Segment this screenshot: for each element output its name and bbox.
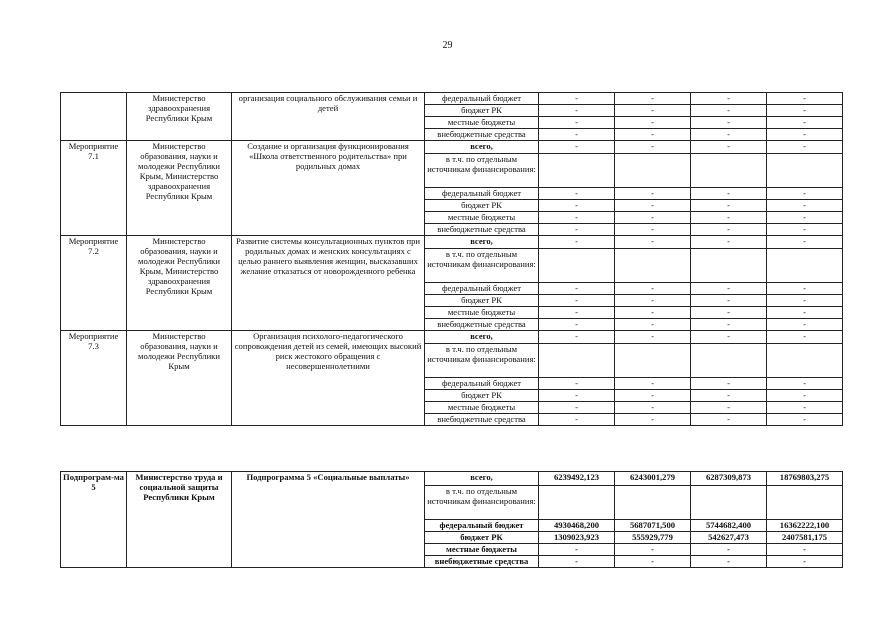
funding-breakdown-label: в т.ч. по отдельным источникам финансирования:	[425, 344, 539, 378]
amount-cell: -	[691, 414, 767, 426]
amount-cell: -	[767, 390, 843, 402]
amount-cell: 6287309,873	[691, 472, 767, 486]
amount-cell: -	[539, 188, 615, 200]
amount-cell: -	[539, 556, 615, 568]
amount-cell: -	[615, 402, 691, 414]
empty-cell	[767, 486, 843, 520]
amount-cell: -	[691, 283, 767, 295]
executor: Министерство образования, науки и молодежи Республики Крым, Министерство здравоохранения Республики Крым	[127, 236, 232, 331]
amount-cell: -	[615, 93, 691, 105]
amount-cell: 1309023,923	[539, 532, 615, 544]
amount-cell: -	[691, 556, 767, 568]
amount-cell: -	[539, 236, 615, 249]
empty-cell	[767, 344, 843, 378]
amount-cell: -	[767, 402, 843, 414]
amount-cell: -	[615, 295, 691, 307]
amount-cell: -	[615, 378, 691, 390]
amount-cell: -	[539, 200, 615, 212]
empty-cell	[767, 249, 843, 283]
funding-breakdown-label: в т.ч. по отдельным источникам финансирования:	[425, 154, 539, 188]
amount-cell: -	[767, 544, 843, 556]
funding-source: бюджет РК	[425, 295, 539, 307]
amount-cell: -	[767, 93, 843, 105]
amount-cell: -	[691, 105, 767, 117]
amount-cell: -	[615, 212, 691, 224]
funding-source: бюджет РК	[425, 390, 539, 402]
amount-cell: 5744682,400	[691, 520, 767, 532]
amount-cell: 555929,779	[615, 532, 691, 544]
amount-cell: -	[615, 129, 691, 141]
empty-cell	[767, 154, 843, 188]
table-row	[61, 331, 843, 344]
amount-cell: -	[691, 402, 767, 414]
page-number: 29	[442, 40, 453, 51]
amount-cell: -	[539, 212, 615, 224]
amount-cell: -	[615, 331, 691, 344]
amount-cell: -	[539, 283, 615, 295]
empty-cell	[615, 154, 691, 188]
funding-source: местные бюджеты	[425, 544, 539, 556]
amount-cell: -	[767, 414, 843, 426]
funding-source: бюджет РК	[425, 200, 539, 212]
amount-cell: -	[767, 105, 843, 117]
amount-cell: -	[691, 141, 767, 154]
amount-cell: -	[615, 224, 691, 236]
funding-source: местные бюджеты	[425, 402, 539, 414]
empty-cell	[539, 486, 615, 520]
funding-source: местные бюджеты	[425, 212, 539, 224]
funding-source: внебюджетные средства	[425, 224, 539, 236]
amount-cell: -	[615, 414, 691, 426]
amount-cell: -	[615, 544, 691, 556]
executor: Министерство образования, науки и молодежи Республики Крым	[127, 331, 232, 426]
amount-cell: -	[539, 93, 615, 105]
amount-cell: -	[615, 390, 691, 402]
amount-cell: 2407581,175	[767, 532, 843, 544]
amount-cell: -	[615, 556, 691, 568]
amount-cell: -	[767, 378, 843, 390]
amount-cell: -	[691, 295, 767, 307]
amount-cell: -	[767, 556, 843, 568]
amount-cell: 6243001,279	[615, 472, 691, 486]
funding-source: бюджет РК	[425, 532, 539, 544]
amount-cell: -	[615, 105, 691, 117]
empty-cell	[615, 344, 691, 378]
amount-cell: -	[539, 295, 615, 307]
amount-cell: -	[691, 378, 767, 390]
empty-cell	[539, 344, 615, 378]
amount-cell: -	[539, 402, 615, 414]
subprogram-code: Подпрограм-ма 5	[61, 472, 127, 568]
measures-table	[60, 92, 843, 426]
empty-cell	[615, 486, 691, 520]
measure-description: организация социального обслуживания семьи и детей	[232, 93, 425, 141]
amount-cell: -	[767, 236, 843, 249]
amount-cell: -	[539, 544, 615, 556]
empty-cell	[615, 249, 691, 283]
amount-cell: -	[767, 295, 843, 307]
total-label: всего,	[425, 472, 539, 486]
amount-cell: -	[691, 129, 767, 141]
amount-cell: -	[691, 319, 767, 331]
amount-cell: -	[615, 283, 691, 295]
funding-breakdown-label: в т.ч. по отдельным источникам финансирования:	[425, 486, 539, 520]
amount-cell: -	[615, 117, 691, 129]
amount-cell: -	[539, 390, 615, 402]
funding-source: местные бюджеты	[425, 307, 539, 319]
amount-cell: -	[767, 212, 843, 224]
amount-cell: -	[691, 188, 767, 200]
total-label: всего,	[425, 236, 539, 249]
amount-cell: -	[539, 141, 615, 154]
funding-breakdown-label: в т.ч. по отдельным источникам финансирования:	[425, 249, 539, 283]
empty-cell	[691, 154, 767, 188]
funding-source: федеральный бюджет	[425, 93, 539, 105]
amount-cell: -	[691, 236, 767, 249]
measure-code: Мероприятие 7.2	[61, 236, 127, 331]
amount-cell: -	[691, 331, 767, 344]
funding-source: внебюджетные средства	[425, 556, 539, 568]
amount-cell: -	[539, 378, 615, 390]
measure-code	[61, 93, 127, 141]
amount-cell: -	[615, 319, 691, 331]
amount-cell: -	[539, 105, 615, 117]
amount-cell: -	[539, 224, 615, 236]
amount-cell: -	[691, 200, 767, 212]
total-label: всего,	[425, 141, 539, 154]
amount-cell: -	[691, 117, 767, 129]
amount-cell: -	[539, 129, 615, 141]
measure-description: Организация психолого-педагогического сопровождения детей из семей, имеющих высокий риск жестокого обращения с несовершеннолетними	[232, 331, 425, 426]
amount-cell: -	[691, 93, 767, 105]
funding-source: федеральный бюджет	[425, 283, 539, 295]
amount-cell: 5687071,500	[615, 520, 691, 532]
table-row	[61, 93, 843, 105]
amount-cell: 18769803,275	[767, 472, 843, 486]
amount-cell: -	[615, 200, 691, 212]
amount-cell: -	[767, 224, 843, 236]
measure-code: Мероприятие 7.3	[61, 331, 127, 426]
amount-cell: -	[767, 141, 843, 154]
funding-source: федеральный бюджет	[425, 188, 539, 200]
amount-cell: -	[767, 117, 843, 129]
empty-cell	[691, 249, 767, 283]
funding-source: бюджет РК	[425, 105, 539, 117]
total-label: всего,	[425, 331, 539, 344]
amount-cell: -	[691, 544, 767, 556]
measure-description: Создание и организация функционирования «Школа ответственного родительства» при родильных домах	[232, 141, 425, 236]
empty-cell	[539, 154, 615, 188]
amount-cell: -	[767, 319, 843, 331]
amount-cell: -	[615, 236, 691, 249]
funding-source: местные бюджеты	[425, 117, 539, 129]
amount-cell: -	[767, 283, 843, 295]
amount-cell: 542627,473	[691, 532, 767, 544]
subprogram-table	[60, 471, 843, 568]
amount-cell: -	[767, 331, 843, 344]
executor: Министерство труда и социальной защиты Республики Крым	[127, 472, 232, 568]
table-row	[61, 141, 843, 154]
amount-cell: -	[539, 307, 615, 319]
subprogram-description: Подпрограмма 5 «Социальные выплаты»	[232, 472, 425, 568]
table-row	[61, 236, 843, 249]
amount-cell: -	[615, 141, 691, 154]
amount-cell: -	[767, 129, 843, 141]
amount-cell: -	[539, 414, 615, 426]
empty-cell	[691, 344, 767, 378]
measure-description: Развитие системы консультационных пунктов при родильных домах и женских консультациях с целью раннего выявления женщин, высказавших желание отказаться от новорожденного ребенка	[232, 236, 425, 331]
amount-cell: -	[691, 212, 767, 224]
empty-cell	[539, 249, 615, 283]
amount-cell: -	[691, 224, 767, 236]
table-row	[61, 472, 843, 486]
amount-cell: -	[539, 319, 615, 331]
funding-source: внебюджетные средства	[425, 319, 539, 331]
funding-source: внебюджетные средства	[425, 129, 539, 141]
amount-cell: -	[615, 307, 691, 319]
amount-cell: -	[539, 117, 615, 129]
amount-cell: -	[691, 307, 767, 319]
funding-source: внебюджетные средства	[425, 414, 539, 426]
amount-cell: -	[767, 307, 843, 319]
amount-cell: -	[539, 331, 615, 344]
amount-cell: -	[767, 188, 843, 200]
amount-cell: 16362222,100	[767, 520, 843, 532]
amount-cell: -	[691, 390, 767, 402]
amount-cell: 4930468,200	[539, 520, 615, 532]
empty-cell	[691, 486, 767, 520]
funding-source: федеральный бюджет	[425, 378, 539, 390]
executor: Министерство образования, науки и молодежи Республики Крым, Министерство здравоохранения Республики Крым	[127, 141, 232, 236]
funding-source: федеральный бюджет	[425, 520, 539, 532]
amount-cell: -	[767, 200, 843, 212]
amount-cell: 6239492,123	[539, 472, 615, 486]
measure-code: Мероприятие 7.1	[61, 141, 127, 236]
amount-cell: -	[615, 188, 691, 200]
executor: Министерство здравоохранения Республики Крым	[127, 93, 232, 141]
